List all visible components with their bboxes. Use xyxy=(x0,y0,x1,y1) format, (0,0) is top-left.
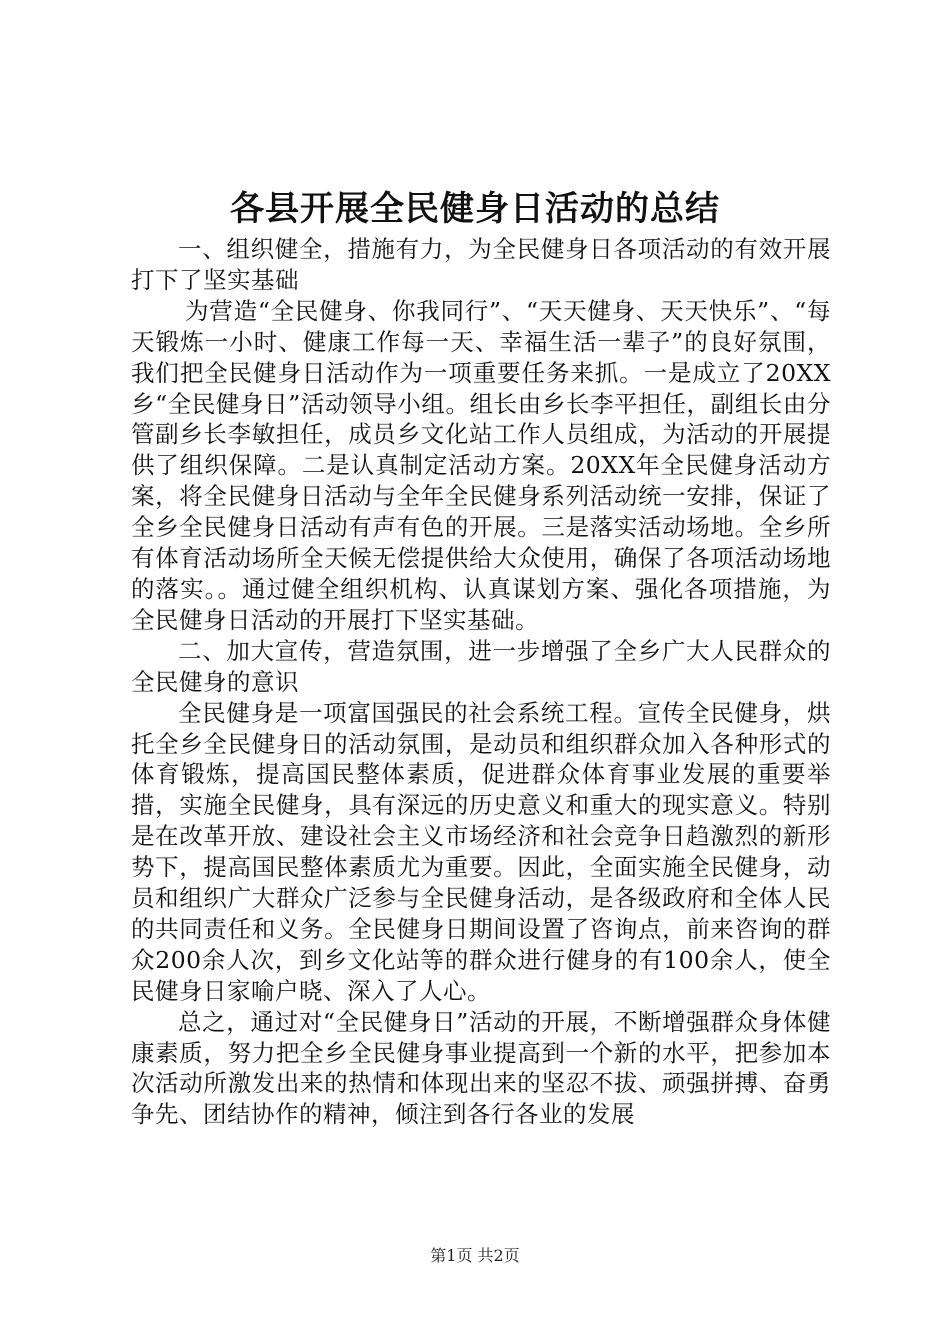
section-heading-2: 二、加大宣传，营造氛围，进一步增强了全乡广大人民群众的全民健身的意识 xyxy=(131,636,831,696)
paragraph-organization: 为营造“全民健身、你我同行”、“天天健身、天天快乐”、“每天锻炼一小时、健康工作每一天、幸福生活一辈子”的良好氛围，我们把全民健身日活动作为一项重要任务来抓。一是成立了20XX乡“全民健身日”活动领导小组。组长由乡长李平担任，副组长由分管副乡长李敏担任，成员乡文化站工作人员组成，为活动的开展提供了组织保障。二是认真制定活动方案。20XX年全民健身活动方案，将全民健身日活动与全年全民健身系列活动统一安排，保证了全乡全民健身日活动有声有色的开展。三是落实活动场地。全乡所有体育活动场所全天候无偿提供给大众使用，确保了各项活动场地的落实。。通过健全组织机构、认真谋划方案、强化各项措施，为全民健身日活动的开展打下坚实基础。 xyxy=(131,296,831,634)
section-heading-1: 一、组织健全，措施有力，为全民健身日各项活动的有效开展打下了坚实基础 xyxy=(131,235,831,294)
paragraph-publicity: 全民健身是一项富国强民的社会系统工程。宣传全民健身，烘托全乡全民健身日的活动氛围，是动员和组织群众加入各种形式的体育锻炼，提高国民整体素质，促进群众体育事业发展的重要举措，实施全民健身，具有深远的历史意义和重大的现实意义。特别是在改革开放、建设社会主义市场经济和社会竞争日趋激烈的新形势下，提高国民整体素质尤为重要。因此，全面实施全民健身，动员和组织广大群众广泛参与全民健身活动，是各级政府和全体人民的共同责任和义务。全民健身日期间设置了咨询点，前来咨询的群众200余人次，到乡文化站等的群众进行健身的有100余人，使全民健身日家喻户晓、深入了人心。 xyxy=(131,698,831,1005)
document-title: 各县开展全民健身日活动的总结 xyxy=(230,189,720,229)
document-body xyxy=(131,234,831,1130)
page-number-footer: 第1页 共2页 xyxy=(430,1246,520,1265)
paragraph-summary: 总之，通过对“全民健身日”活动的开展，不断增强群众身体健康素质，努力把全乡全民健身事业提高到一个新的水平，把参加本次活动所激发出来的热情和体现出来的坚忍不拔、顽强拼搏、奋勇争先、团结协作的精神，倾注到各行各业的发展 xyxy=(131,1007,831,1129)
